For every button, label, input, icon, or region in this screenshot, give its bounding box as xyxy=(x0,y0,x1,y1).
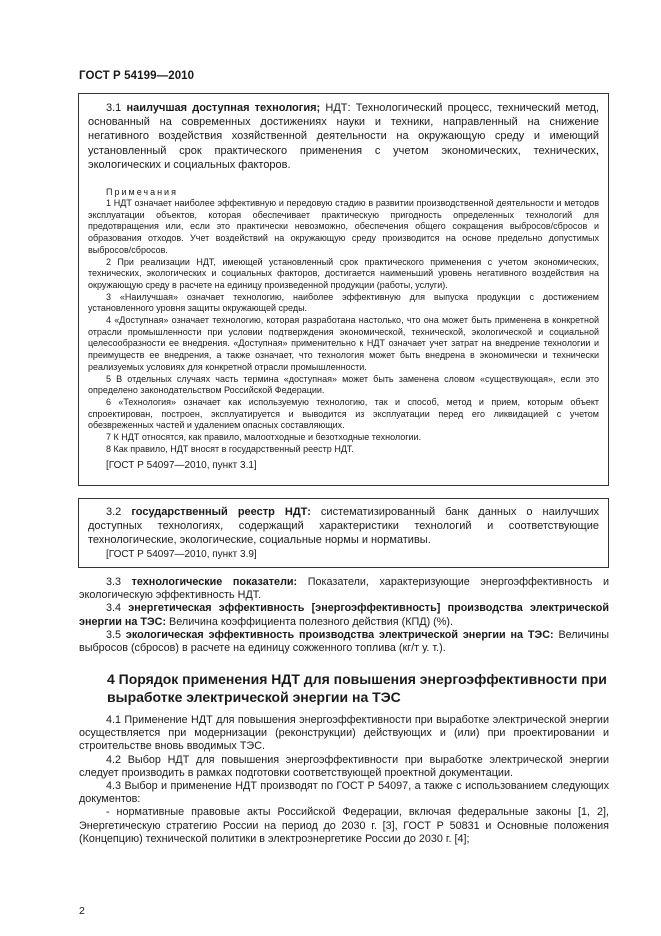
definition-number: 3.2 xyxy=(106,506,122,518)
definition-3-2 xyxy=(88,505,599,548)
term: технологические показатели: xyxy=(131,576,298,588)
note-5: 5 В отдельных случаях часть термина «доступная» может быть заменена словом «существующая», если это определено законодательством Российской Федерации. xyxy=(88,373,599,396)
definition-number: 3.1 xyxy=(106,102,122,114)
source-reference: [ГОСТ Р 54097—2010, пункт 3.1] xyxy=(106,460,257,472)
note-3: 3 «Наилучшая» означает технологию, наиболее эффективную для выпуска продукции с достижением установленного уровня защиты окружающей среды. xyxy=(88,291,599,314)
source-reference: [ГОСТ Р 54097—2010, пункт 3.9] xyxy=(106,548,257,560)
definition-box-state-registry xyxy=(78,498,609,568)
definition-text: НДТ: Технологический процесс, технический метод, основанный на современных достижениях науки и техники, направленный на снижение негативного воздействия хозяйственной деятельности на окружающую среду и имеющий установленный срок практического применения с учетом экономических, технических, экологических и социальных факторов. xyxy=(88,102,599,171)
document-code-header: ГОСТ Р 54199—2010 xyxy=(79,70,195,82)
paragraph-4-3: 4.3 Выбор и применение НДТ производят по ГОСТ Р 54097, а также с использованием следующих документов: xyxy=(79,780,609,806)
paragraph-4-2: 4.2 Выбор НДТ для повышения энергоэффективности при выработке электрической энергии следует производить в рамках подготовки соответствующей проектной документации. xyxy=(79,753,609,779)
note-2: 2 При реализации НДТ, имеющей установленный срок практического применения с учетом экономических, технических, экологических и социальных факторов, достигается наименьший уровень негативного воздействия на окружающую среду в расчете на единицу произведенной продукции (работы, услуги). xyxy=(88,256,599,290)
definition-3-5 xyxy=(79,629,609,655)
term: экологическая эффективность производства электрической энергии на ТЭС: xyxy=(125,628,554,641)
definition-text: Величины выбросов (сбросов) в расчете на единицу сожженного топлива (кг/т у. т.). xyxy=(79,628,610,655)
list-item-regulations: - нормативные правовые акты Российской Федерации, включая федеральные законы [1, 2], Энергетическую стратегию России на период до 2030 г. [3], ГОСТ Р 50831 и Основные положения (Концепцию) технической политики в электроэнергетике России до 2030 г. [4]; xyxy=(79,806,609,845)
definition-text: систематизированный банк данных о наилучших доступных технологиях, содержащий характеристики технологий и соответствующие технологические, экологические, социальные нормы и нормативы. xyxy=(88,506,599,547)
note-1: 1 НДТ означает наиболее эффективную и передовую стадию в развитии производственной деятельности и методов эксплуатации объектов, которая обеспечивает практическую пригодность определенных технологий для предотвращения или, если это практически невозможно, обеспечения общего сокращения выбросов/сбросов и образования отходов. Учет воздействий на окружающую среду производится на основе предельно допустимых выбросов/сбросов. xyxy=(88,198,599,255)
definition-text: Показатели, характеризующие энергоэффективность и экологическую эффективность НДТ. xyxy=(79,576,610,602)
section-heading-4: 4 Порядок применения НДТ для повышения энергоэффективности при выработке электрической энергии на ТЭС xyxy=(107,671,607,705)
definition-3-4 xyxy=(79,602,609,628)
definition-number: 3.4 xyxy=(106,602,122,615)
note-7: 7 К НДТ относятся, как правило, малоотходные и безотходные технологии. xyxy=(106,432,422,443)
page-number: 2 xyxy=(79,905,85,917)
note-4: 4 «Доступная» означает технологию, которая разработана настолько, что она может быть применена в конкретной отрасли промышленности при условии подтверждения экономической, технической, экологической и социальной целесообразности ее внедрения. «Доступная» применительно к НДТ означает учет затрат на внедрение технологии и преимуществ ее внедрения, а также означает, что технология может быть внедрена в экономически и технически реализуемых условиях для конкретной отрасли промышленности. xyxy=(88,315,599,372)
definition-number: 3.3 xyxy=(106,576,122,588)
notes-heading: Примечания xyxy=(106,187,178,198)
section-4-body xyxy=(79,714,609,846)
definition-3-1 xyxy=(88,101,599,172)
definition-number: 3.5 xyxy=(106,628,122,641)
definition-3-3 xyxy=(79,576,609,602)
definition-box-best-available-technology xyxy=(78,93,609,486)
definition-text: Величина коэффициента полезного действия (КПД) (%). xyxy=(166,615,453,628)
term: наилучшая доступная технология; xyxy=(126,102,321,114)
note-8: 8 Как правило, НДТ вносят в государственный реестр НДТ. xyxy=(106,443,354,454)
term: государственный реестр НДТ: xyxy=(131,506,311,518)
definitions-list xyxy=(79,576,609,655)
term: энергетическая эффективность [энергоэффективность] производства электрической энергии на ТЭС: xyxy=(79,602,610,628)
paragraph-4-1: 4.1 Применение НДТ для повышения энергоэффективности при выработке электрической энергии осуществляется при модернизации (реконструкции) действующих и (или) при проектировании и строительстве вновь вводимых ТЭС. xyxy=(79,714,609,753)
note-6: 6 «Технология» означает как используемую технологию, так и способ, метод и прием, которым объект спроектирован, построен, эксплуатируется и выводится из эксплуатации перед его ликвидацией с учетом обезвреженных частей и удалением опасных составляющих. xyxy=(88,396,599,431)
